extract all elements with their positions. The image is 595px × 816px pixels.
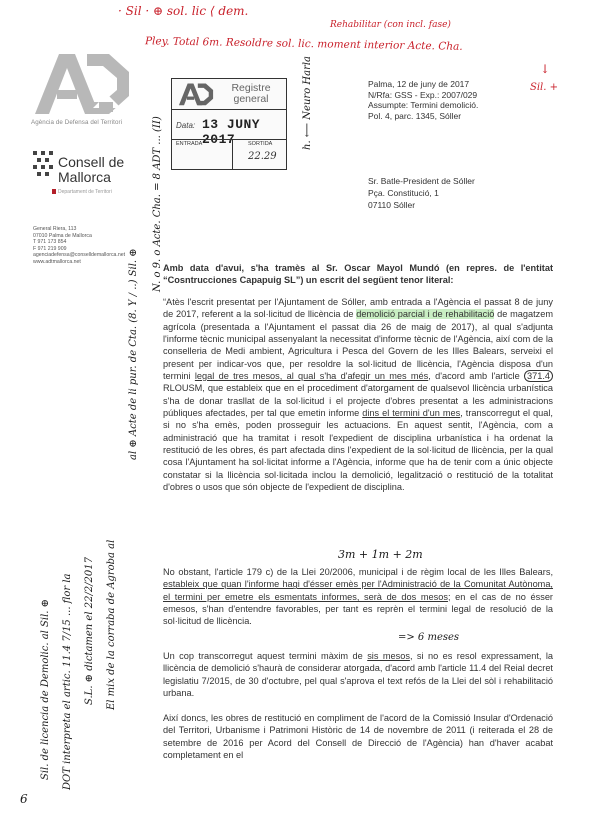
letter-meta — [368, 79, 478, 121]
recipient-line: Sr. Batle-President de Sóller — [368, 176, 475, 186]
handwritten-sum-result: => 6 meses — [398, 632, 460, 643]
handwritten-note-stamp-side: h. ⟵ Neuro Harla — [302, 55, 313, 150]
location: Pol. 4, parc. 1345, Sóller — [368, 110, 462, 121]
paragraph-2: No obstant, l'article 179 c) de la Llei 20/2006, municipal i de règim local de les Illes Balears, estableix que quan l'informe hagi d'ésser emès per l'Administració de la Comunitat Autònoma, el termini per emetre els esmentats informes, serà de dos mesos; en el cas de no ésser emesos, s'han d'entendre favorables, per tant es reprèn el termini legal de resolució de la sol·licitud de llicència. — [163, 567, 553, 627]
handwritten-vertical-3: El mix de la corraba de Agroba al — [106, 539, 117, 710]
address-web[interactable]: www.adtmallorca.net — [33, 258, 81, 265]
address-line: F 971 219 909 — [33, 245, 67, 252]
stamp-date: 13 JUNY 2017 — [202, 117, 261, 147]
handwritten-sum: 3m + 1m + 2m — [338, 548, 423, 561]
highlighted-demolition: demolició parcial i de rehabilitació — [356, 309, 495, 320]
handwritten-note-right: Sil. + — [530, 82, 558, 93]
department-name: Departament de Territori — [58, 189, 112, 195]
reference: N/Rfa: GSS - Exp.: 2007/029 — [368, 89, 478, 100]
stamp-title-1: Registre — [231, 82, 271, 94]
handwritten-note-top-2: Pley. Total 6m. Resoldre sol. lic. moment interior Acte. Cha. — [144, 35, 463, 53]
underlined-term-1: legal de tres mesos, al qual s'ha d'afegir un mes més — [194, 371, 429, 382]
underlined-term-3: estableix que quan l'informe hagi d'ésser emès per l'Administració de la Comunitat Autònoma, el termini per emetre els esmentats informes, serà de dos mesos — [163, 579, 553, 602]
handwritten-vertical-1: N. o 9. o Acte. Cha. = 8 ADT ... (II) — [152, 116, 163, 292]
department-marker — [52, 189, 56, 194]
handwritten-vertical-2: al ⊕ Acte de li pur. de Cta. (8. Y / ..) Sil. ⊕ — [128, 248, 139, 460]
adt-logo — [33, 50, 131, 116]
handwritten-vertical-6: Sil. de licencia de Demolic. al Sil. ⊕ — [40, 598, 51, 780]
recipient-line: 07110 Sóller — [368, 200, 416, 210]
registry-stamp — [171, 78, 287, 170]
address-line: 07010 Palma de Mallorca — [33, 232, 92, 239]
subject: Assumpte: Termini demolició. — [368, 100, 479, 111]
address-line: T 971 173 854 — [33, 239, 67, 246]
stamp-in-label: ENTRADA — [176, 141, 203, 147]
handwritten-note-top-1: · Sil · ⊕ sol. lic ⟨ dem. — [118, 4, 249, 18]
stamp-out-label: SORTIDA — [248, 141, 273, 147]
consell-line2: Mallorca — [58, 169, 111, 185]
recipient-line: Pça. Constitució, 1 — [368, 188, 439, 198]
place-date: Palma, 12 de juny de 2017 — [368, 79, 470, 89]
handwritten-arrow-down: ↓ — [540, 62, 551, 76]
address-email[interactable]: agenciadefensa@conselldemallorca.net — [33, 252, 126, 259]
stamp-header — [172, 79, 286, 110]
handwritten-note-top-1b: Rehabilitar (con incl. fase) — [330, 20, 451, 30]
handwritten-vertical-4: S.L. ⊕ dictamen el 22/2/2017 — [84, 557, 95, 705]
intro-paragraph: Amb data d'avui, s'ha tramès al Sr. Oscar Mayol Mundó (en repres. de l'entitat “Cosntrucciones Capapuig SL”) un escrit del següent tenor literal: — [163, 263, 553, 286]
paragraph-4: Així doncs, les obres de restitució en compliment de l'acord de la Comissió Insular d'Ordenació del Territori, Urbanisme i Patrimoni Històric de 14 de novembre de 2011 (i reiterada el 28 de setembre de 2016 per Acord del Consell de Direcció de l'Agència) han d'haver acabat completament en el — [163, 713, 553, 761]
consell-name — [58, 155, 124, 185]
address-block — [33, 226, 126, 266]
consell-line1: Consell de — [58, 154, 125, 170]
stamp-logo-icon — [177, 82, 215, 106]
stamp-date-label: Data: — [176, 121, 196, 130]
handwritten-margin-bottom: 6 — [20, 792, 28, 806]
underlined-term-4: sis mesos — [367, 651, 410, 661]
circled-article: 371.4 — [524, 370, 553, 382]
stamp-number: 22.29 — [248, 151, 277, 162]
paragraph-3: Un cop transcorregut aquest termini màxim de sis mesos, si no es resol expressament, la llicència de demolició s'haurà de considerar atorgada, d'acord amb l'article 11.4 del Reial decret legislatiu 7/2015, de 30 d'octubre, pel qual s'aprova el text refós de la Llei del sòl i rehabilitació urbana. — [163, 651, 554, 699]
handwritten-vertical-5: DOT interpreta el artic. 11.4 7/15 ... flor la — [62, 573, 73, 790]
consell-crest-icon — [33, 151, 53, 177]
address-line: General Riera, 113 — [33, 226, 77, 232]
underlined-term-2: dins el termini d'un mes — [362, 408, 461, 419]
recipient-block — [368, 175, 475, 211]
agency-name: Agència de Defensa del Territori — [31, 119, 123, 126]
stamp-title-2: general — [233, 93, 269, 105]
quoted-paragraph-1: “Atès l'escrit presentat per l'Ajuntament de Sóller, amb entrada a l'Agència el passat 8 de juny de 2017, referent a la sol·licitud de llicència de demolició parcial i de rehabilitació de magatzem agrícola (presentada a l'Ajuntament el passat dia 26 de maig de 2017), al qual s'adjunta l'informe tècnic municipal assenyalant la necessitat d'informe tècnic de l'Agència, així com de la conselleria de Medi ambient, Agricultura i Pesca del Govern de les Illes Balears, serveixi el present per indicar-vos que, per resoldre la sol·licitud de llicència, l'Agència disposa d'un termini legal de tres mesos, al qual s'ha d'afegir un mes més, d'acord amb l'article 371.4 RLOUSM, que estableix que en el procediment d'atorgament de qualsevol llicència urbanística s'ha de donar trasllat de la sol·licitud i el projecte d'obres presentat a les administracions públiques afectades, per tal que emetin informe dins el termini d'un mes, transcorregut el qual, si no s'ha emès, poden prosseguir les actuacions. En aquest sentit, l'Agència, com a administració que ha tramitat i resolt l'expedient de disciplina urbanística i ha ordenat la restitució de les obres, és part afectada dins l'expedient de la sol·licitud de llicència, per la qual cosa l'Ajuntament ha sol·licitat informe a l'Agència, informe que ha de tenir com a únic objecte constatar si la llicència sol·licitada inclou la demolició, legalització o restitució de la totalitat d'obres o usos que són objecte de l'expedient de disciplina. — [163, 297, 553, 493]
